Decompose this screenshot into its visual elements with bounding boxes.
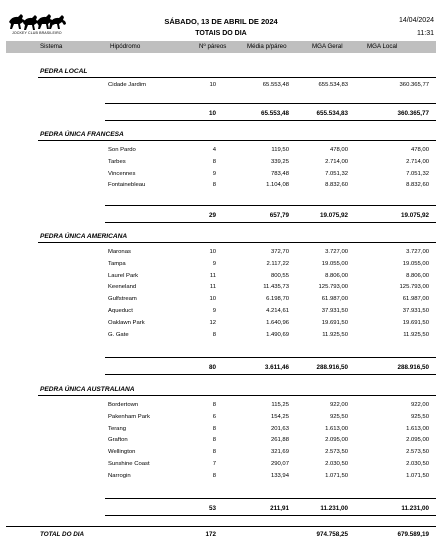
mga-geral-value: 655.534,83 <box>318 82 348 88</box>
report-date-title: SÁBADO, 13 DE ABRIL DE 2024 <box>164 17 278 26</box>
average-per-race: 339,25 <box>270 158 289 165</box>
average-per-race: 261,88 <box>270 437 289 444</box>
mga-geral-value: 8.806,00 <box>325 272 348 279</box>
col-pareos: Nº páreos <box>199 43 227 50</box>
subtotal-rule <box>105 357 436 358</box>
column-header-bar <box>6 41 436 53</box>
mga-local-value: 2.714,00 <box>406 158 429 165</box>
race-count: 9 <box>212 170 216 177</box>
race-count: 8 <box>212 437 216 444</box>
col-media: Média p/páreo <box>247 43 287 50</box>
mga-local-value: 125.793,00 <box>399 284 429 291</box>
subtotal-rule <box>105 498 436 499</box>
print-time: 11:31 <box>417 30 434 37</box>
mga-geral-value: 2.714,00 <box>325 158 348 165</box>
average-per-race: 4.214,61 <box>266 308 289 314</box>
mga-geral-value: 2.095,00 <box>325 437 348 444</box>
mga-local-value: 3.727,00 <box>406 249 429 255</box>
mga-local-value: 61.987,00 <box>402 296 429 303</box>
racecourse-name: Sunshine Coast <box>108 461 150 467</box>
mga-local-value: 925,50 <box>410 413 429 420</box>
mga-local-value: 360.365,77 <box>399 82 429 88</box>
average-per-race: 11.435,73 <box>263 284 289 291</box>
race-count: 12 <box>209 319 216 326</box>
report-subtitle: TOTAIS DO DIA <box>195 30 247 37</box>
mga-local-value: 922,00 <box>410 402 429 408</box>
racecourse-name: Wellington <box>108 449 136 456</box>
col-mga-local: MGA Local <box>367 43 398 50</box>
mga-local-value: 2.095,00 <box>406 437 429 444</box>
section-underline <box>38 77 436 78</box>
subtotal-mga-geral: 19.075,92 <box>319 212 348 219</box>
section-title: PEDRA ÚNICA AUSTRALIANA <box>40 386 135 393</box>
average-per-race: 119,50 <box>271 147 289 153</box>
print-date: 14/04/2024 <box>398 17 434 24</box>
subtotal-average: 657,79 <box>269 212 289 219</box>
subtotal-race-count: 53 <box>208 505 216 512</box>
subtotal-mga-geral: 655.534,83 <box>316 110 348 117</box>
mga-geral-value: 125.793,00 <box>318 284 348 291</box>
col-hipodromo: Hipódromo <box>110 43 141 50</box>
subtotal-bottom-rule <box>105 120 436 121</box>
racecourse-name: Maronas <box>108 249 131 255</box>
mga-local-value: 1.071,50 <box>406 472 429 479</box>
subtotal-race-count: 29 <box>208 212 216 219</box>
col-mga-geral: MGA Geral <box>312 43 343 50</box>
grand-total-label: TOTAL DO DIA <box>40 531 85 538</box>
race-count: 8 <box>212 331 216 338</box>
racecourse-name: Grafton <box>108 437 128 444</box>
average-per-race: 1.640,96 <box>266 319 289 326</box>
average-per-race: 133,94 <box>270 472 289 479</box>
racecourse-name: Cidade Jardim <box>108 82 146 88</box>
racecourse-name: Aqueduct <box>108 308 133 314</box>
average-per-race: 115,25 <box>271 402 289 408</box>
col-sistema: Sistema <box>40 43 63 50</box>
race-count: 4 <box>212 147 216 153</box>
racecourse-name: Narrogin <box>108 472 131 479</box>
racecourse-name: Vincennes <box>108 170 136 177</box>
subtotal-mga-local: 19.075,92 <box>400 212 429 219</box>
subtotal-bottom-rule <box>105 374 436 375</box>
race-count: 8 <box>212 472 216 479</box>
race-count: 10 <box>209 296 216 303</box>
mga-local-value: 11.925,50 <box>403 331 429 338</box>
mga-local-value: 8.806,00 <box>406 272 429 279</box>
mga-geral-value: 922,00 <box>329 402 348 408</box>
average-per-race: 372,70 <box>270 249 289 255</box>
racecourse-name: Tarbes <box>108 158 126 165</box>
race-count: 9 <box>212 260 216 267</box>
race-count: 10 <box>209 249 216 255</box>
race-count: 6 <box>212 413 216 420</box>
racecourse-name: Tampa <box>108 260 126 267</box>
racecourse-name: Fontainebleau <box>108 182 146 189</box>
mga-geral-value: 478,00 <box>329 147 348 153</box>
average-per-race: 1.104,08 <box>266 182 289 189</box>
race-count: 11 <box>209 284 216 291</box>
subtotal-bottom-rule <box>105 222 436 223</box>
race-count: 11 <box>209 272 216 279</box>
average-per-race: 1.490,69 <box>266 331 289 338</box>
subtotal-mga-local: 11.231,00 <box>401 505 429 512</box>
grand-total-mga-geral: 974.758,25 <box>316 531 348 538</box>
average-per-race: 2.117,22 <box>266 260 289 267</box>
mga-geral-value: 19.055,00 <box>321 260 348 267</box>
subtotal-race-count: 80 <box>208 364 216 371</box>
section-title: PEDRA ÚNICA AMERICANA <box>40 233 128 240</box>
mga-geral-value: 37.931,50 <box>321 308 348 314</box>
average-per-race: 321,69 <box>270 449 289 456</box>
logo-text: JOCKEY CLUB BRASILEIRO <box>12 31 62 35</box>
mga-local-value: 478,00 <box>410 147 429 153</box>
average-per-race: 154,25 <box>270 413 289 420</box>
mga-local-value: 19.055,00 <box>402 260 429 267</box>
section-title: PEDRA LOCAL <box>40 68 88 75</box>
section-underline <box>38 242 436 243</box>
grand-total-race-count: 172 <box>205 531 216 538</box>
grand-total-top-rule <box>6 526 436 527</box>
racecourse-name: Pakenham Park <box>108 413 150 420</box>
grand-total-mga-local: 679.589,19 <box>397 531 429 538</box>
mga-local-value: 2.573,50 <box>406 449 429 456</box>
average-per-race: 290,07 <box>270 461 289 467</box>
mga-geral-value: 1.071,50 <box>325 472 348 479</box>
race-count: 9 <box>212 308 216 314</box>
average-per-race: 783,48 <box>270 170 289 177</box>
mga-local-value: 37.931,50 <box>402 308 429 314</box>
average-per-race: 6.198,70 <box>266 296 289 303</box>
mga-geral-value: 925,50 <box>329 413 348 420</box>
mga-geral-value: 19.691,50 <box>321 319 348 326</box>
subtotal-mga-geral: 288.916,50 <box>316 364 348 371</box>
section-underline <box>38 140 436 141</box>
subtotal-mga-local: 288.916,50 <box>397 364 429 371</box>
racecourse-name: Laurel Park <box>108 272 139 279</box>
subtotal-mga-local: 360.365,77 <box>397 110 429 117</box>
mga-local-value: 7.051,32 <box>406 170 429 177</box>
racecourse-name: Keeneland <box>108 284 137 291</box>
mga-geral-value: 7.051,32 <box>325 170 348 177</box>
average-per-race: 65.553,48 <box>262 82 289 88</box>
race-count: 8 <box>212 158 216 165</box>
mga-geral-value: 8.832,60 <box>325 182 348 189</box>
mga-geral-value: 61.987,00 <box>321 296 348 303</box>
race-count: 10 <box>209 82 216 88</box>
subtotal-bottom-rule <box>105 515 436 516</box>
subtotal-mga-geral: 11.231,00 <box>320 505 348 512</box>
race-count: 8 <box>212 425 216 432</box>
average-per-race: 201,63 <box>270 425 289 432</box>
mga-geral-value: 2.573,50 <box>325 449 348 456</box>
mga-local-value: 19.691,50 <box>402 319 429 326</box>
subtotal-race-count: 10 <box>208 110 216 117</box>
racecourse-name: Bordertown <box>108 402 139 408</box>
average-per-race: 800,55 <box>270 272 289 279</box>
mga-local-value: 1.613,00 <box>406 425 429 432</box>
section-underline <box>38 395 436 396</box>
subtotal-rule <box>105 205 436 206</box>
racecourse-name: Oaklawn Park <box>108 319 145 326</box>
racecourse-name: G. Gate <box>108 331 129 338</box>
mga-geral-value: 2.030,50 <box>325 461 348 467</box>
mga-geral-value: 1.613,00 <box>325 425 348 432</box>
subtotal-rule <box>105 103 436 104</box>
racecourse-name: Son Pardo <box>108 147 136 153</box>
mga-local-value: 8.832,60 <box>406 182 429 189</box>
mga-geral-value: 3.727,00 <box>325 249 348 255</box>
subtotal-average: 65.553,48 <box>260 110 289 117</box>
race-count: 8 <box>212 449 216 456</box>
racecourse-name: Gulfstream <box>108 296 137 303</box>
subtotal-average: 3.611,46 <box>264 364 289 371</box>
section-title: PEDRA ÚNICA FRANCESA <box>40 131 124 138</box>
mga-geral-value: 11.925,50 <box>322 331 348 338</box>
race-count: 7 <box>212 461 216 467</box>
subtotal-average: 211,91 <box>270 505 289 512</box>
mga-local-value: 2.030,50 <box>406 461 429 467</box>
race-count: 8 <box>212 182 216 189</box>
race-count: 8 <box>212 402 216 408</box>
racecourse-name: Terang <box>108 425 127 432</box>
